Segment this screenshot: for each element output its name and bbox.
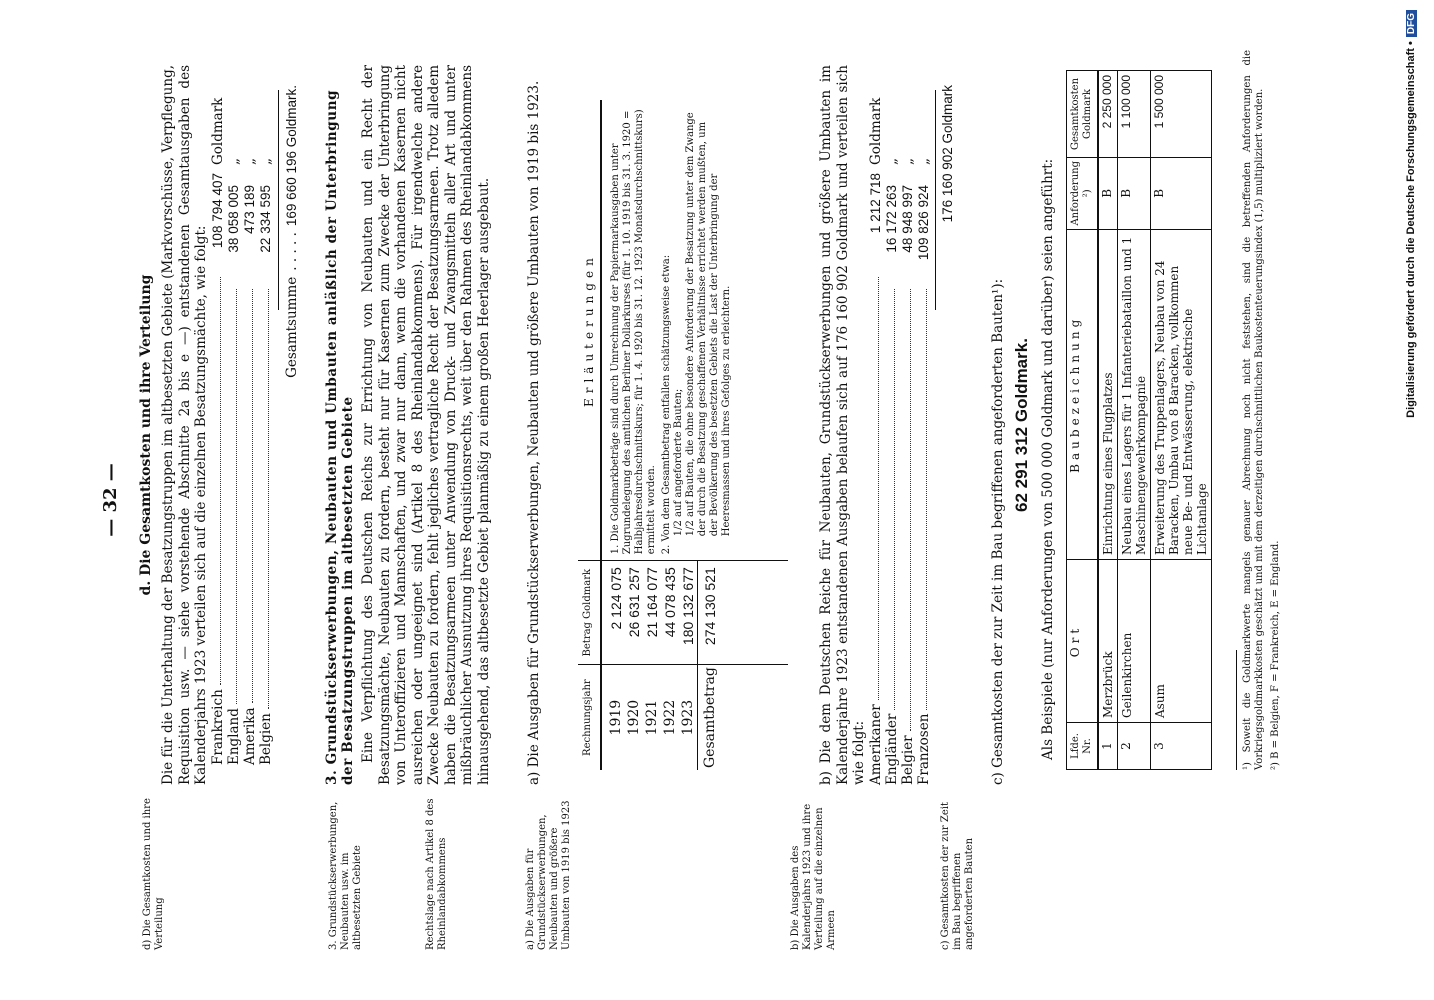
sum-line: [278, 90, 279, 310]
ort-cell: Asum: [1151, 560, 1212, 723]
section-c-amount: 62 291 312 Goldmark.: [1012, 338, 1031, 512]
col-header-nr: Lfde. Nr.: [1067, 723, 1099, 770]
bau-cell: Erweiterung des Truppenlagers, Neubau von 24 Baracken, Umbau von 8 Baracken, vollkommen neue Be- und Entwässerung, elektrische Lichtanlage: [1151, 229, 1212, 559]
ort-cell: Geilenkirchen: [1118, 560, 1151, 723]
note-2b: 1/2 auf Bauten, die ohne besondere Anforderung der Besatzung unter dem Zwange der durch die Besatzung geschaffenen Verhältnisse errichtet werden mußten, um der Bevölkerung des besetzten Gebiets die Last der Unterbringung der Heeresmassen und ihres Gefolges zu erleichtern.: [685, 112, 732, 537]
anf-cell: B: [1098, 158, 1118, 230]
amount: 16 172 263: [884, 185, 899, 253]
section-b-row: [900, 85, 916, 785]
section-b-table: [868, 85, 932, 785]
amount: 48 948 997: [900, 185, 915, 253]
col-header-notes: Erläuterungen: [578, 100, 601, 561]
anf-cell: B: [1118, 158, 1151, 230]
section-b-text: b) Die dem Deutschen Reiche für Neubauten, Grundstückserwerbungen und größere Umbauten im Kalenderjahre 1923 entstandenen Ausgaben belaufen sich auf 176 160 902 Goldmark und verteilen sich wie folgt:: [818, 65, 867, 785]
nr-cell: 3: [1151, 723, 1212, 770]
section-d-row: [210, 85, 226, 765]
amount: 109 826 924: [916, 185, 931, 261]
col-header-anf: Anforderung ²): [1067, 158, 1099, 230]
unit: „: [226, 158, 242, 165]
bau-cell: Einrichtung eines Flugplatzes: [1098, 229, 1118, 559]
margin-note-d: d) Die Gesamtkosten und ihre Verteilung: [142, 798, 165, 950]
amount-cell: 26 631 257: [625, 561, 643, 665]
section-d-row: [226, 85, 242, 765]
kosten-cell: 1 100 000: [1118, 71, 1151, 158]
col-header-year: Rechnungsjahr: [578, 665, 601, 770]
margin-note-a: a) Die Ausgaben für Grundstückserwerbungen, Neubauten und größere Umbauten von 1919 bis 1923: [525, 800, 572, 950]
year-cell: 1922: [662, 699, 678, 736]
country: Belgien: [258, 713, 274, 765]
section-d-text: Die für die Unterhaltung der Besatzungstruppen im altbesetzten Gebiete (Markvorschüsse, Verpflegung, Requisition usw. — siehe vorstehende Abschnitte 2a bis e —) entstandenen Gesamtausgaben des Kalenderjahrs 1923 verteilen sich auf die einzelnen Besatzungsmächte, wie folgt:: [160, 65, 209, 785]
unit: „: [900, 158, 916, 165]
unit: „: [884, 158, 900, 165]
kosten-cell: 1 500 000: [1151, 71, 1212, 158]
year-cell: 1923: [679, 665, 698, 770]
unit: „: [242, 158, 258, 165]
year-cell: 1920: [626, 699, 642, 736]
amount-cell: 2 124 075: [601, 561, 625, 665]
note-2a: 1/2 auf angeforderte Bauten;: [673, 388, 684, 537]
note-2: 2. Von dem Gesamtbetrag entfallen schätzungsweise etwa:: [661, 254, 672, 555]
country: Amerika: [242, 707, 258, 765]
label: Amerikaner: [868, 704, 884, 785]
amount-cell: 180 132 677: [679, 561, 698, 665]
footnote-rule: [1236, 650, 1237, 770]
country: Frankreich: [210, 689, 226, 765]
section-d-heading: d. Die Gesamtkosten und ihre Verteilung: [138, 274, 154, 596]
footnote-2: ²) B = Belgien, F = Frankreich, E = England.: [1270, 540, 1281, 770]
section-b-row: [916, 85, 932, 785]
unit: Goldmark: [868, 97, 884, 165]
kosten-cell: 2 250 000: [1098, 71, 1118, 158]
notes-cell: [601, 100, 788, 561]
section-d-table: [210, 85, 274, 765]
margin-note-c: c) Gesamtkosten der zur Zeit im Bau begriffenen angeforderten Bauten: [940, 802, 975, 950]
amount-cell: 21 164 077: [643, 561, 661, 665]
section-d-row: [258, 85, 274, 765]
sum-line: [935, 90, 936, 310]
nr-cell: 1: [1098, 723, 1118, 770]
section-c-examples: Als Beispiele (nur Anforderungen von 500 000 Goldmark und darüber) seien angeführt:: [1040, 158, 1056, 760]
table-row: [1118, 71, 1151, 770]
bau-cell: Neubau eines Lagers für 1 Infanteriebataillon und 1 Maschinengewehrkompagnie: [1118, 229, 1151, 559]
note-1: 1. Die Goldmarkbeträge sind durch Umrechnung der Papiermarkausgaben unter Zugrundelegung des amtlichen Berliner Dollarkurses (für 1. 10. 1919 bis 31. 3. 1920 = Halbjahresdurchschnittskurs; für 1. 4. 1920 bis 31. 12. 1923 Monatsdurchschnittskurs) ermittelt worden.: [610, 109, 657, 555]
section-b-total: 176 160 902 Goldmark: [940, 85, 955, 223]
total-value: 169 660 196 Goldmark.: [284, 85, 299, 227]
margin-note-3: 3. Grundstückserwerbungen, Neubauten usw. im altbesetzten Gebiete: [328, 801, 363, 950]
section-d-row: [242, 85, 258, 765]
dfg-logo: DFG: [1406, 10, 1417, 37]
total-amount: 274 130 521: [698, 561, 789, 665]
section-d-total: Gesamtsumme . . . . . 169 660 196 Goldmark.: [284, 85, 300, 378]
year-cell: 1919: [608, 699, 624, 736]
section-3-text: Eine Verpflichtung des Deutschen Reichs zur Errichtung von Neubauten und ein Recht der Besatzungsmächte, Neubauten zu fordern, besteht nur für Kasernen zum Zwecke der Unterbringung von Unteroffizieren und Mannschaften, und zwar nur dann, wenn die vorhandenen Kasernen nicht ausreichen oder ungeeignet sind (Artikel 8 des Rheinlandabkommens). Für irgendwelche andere Zwecke Neubauten zu fordern, fehlt jegliches vertragliche Recht der Besatzungsarmeen. Trotz alledem haben die Besatzungsarmeen unter Anwendung von Druck- und Zwangsmitteln aller Art und unter mißbräuchlicher Ausnutzung ihres Requisitionsrechts, weit über den Rahmen des Rheinlandabkommens hinausgehend, das altbesetzte Gebiet planmäßig zu einem großen Heerlager ausgebaut.: [360, 65, 492, 785]
digitization-stamp: [1405, 10, 1417, 980]
unit: Goldmark: [210, 97, 226, 165]
col-header-kosten: Gesamtkosten Goldmark: [1067, 71, 1099, 158]
anf-cell: B: [1151, 158, 1212, 230]
buildings-table: [1066, 70, 1212, 770]
amount: 1 212 718: [868, 173, 883, 234]
amount: 38 058 005: [226, 185, 241, 253]
label: Franzosen: [916, 713, 932, 785]
amount-cell: 44 078 435: [661, 561, 679, 665]
label: Engländer: [884, 713, 900, 785]
total-label: Gesamtbetrag: [702, 667, 718, 768]
nr-cell: 2: [1118, 723, 1151, 770]
col-header-bau: Baubezeichnung: [1067, 229, 1099, 559]
amount: 473 189: [242, 185, 257, 234]
stamp-text: Digitalisierung gefördert durch die Deutsche Forschungsgemeinschaft •: [1405, 41, 1417, 418]
label: Belgier: [900, 735, 916, 785]
col-header-ort: Ort: [1067, 560, 1099, 723]
page-number: — 32 —: [100, 463, 121, 537]
section-b-row: [884, 85, 900, 785]
section-c-text: c) Gesamtkosten der zur Zeit im Bau begriffenen angeforderten Bauten¹):: [990, 278, 1006, 785]
total-label: Gesamtsumme: [284, 276, 300, 378]
table-row: [1098, 71, 1118, 770]
footnote-1: ¹) Soweit die Goldmarkwerte mangels genauer Abrechnung noch nicht feststehen, sind die betreffenden Anforderungen die Vorkriegsgoldmarkkosten geschätzt und mit dem derzeitigen durchschnittlichen Baukostenteuerungsindex (1,5) multipliziert worden.: [1242, 50, 1265, 770]
margin-note-b: b) Die Ausgaben des Kalenderjahrs 1923 und ihre Verteilung auf die einzelnen Armeen: [790, 803, 837, 950]
section-3-heading: 3. Grundstückserwerbungen, Neubauten und Umbauten anläßlich der Unterbringung der Besatzungstruppen im altbesetzten Gebiete: [324, 89, 356, 785]
amount: 22 334 595: [258, 185, 273, 253]
table-row: [601, 100, 625, 770]
section-a-text: a) Die Ausgaben für Grundstückserwerbungen, Neubauten und größere Umbauten von 1919 bis 1923.: [526, 80, 542, 785]
year-cell: 1921: [644, 699, 660, 736]
amount: 108 794 407: [210, 173, 225, 249]
table-row: [1151, 71, 1212, 770]
country: England: [226, 708, 242, 765]
ort-cell: Merzbrück: [1098, 560, 1118, 723]
section-b-row: [868, 85, 884, 785]
margin-note-rechtslage: Rechtslage nach Artikel 8 des Rheinlandabkommens: [425, 798, 448, 950]
expenses-table: [578, 100, 788, 770]
unit: „: [258, 158, 274, 165]
col-header-amount: Betrag Goldmark: [578, 561, 601, 665]
unit: „: [916, 158, 932, 165]
